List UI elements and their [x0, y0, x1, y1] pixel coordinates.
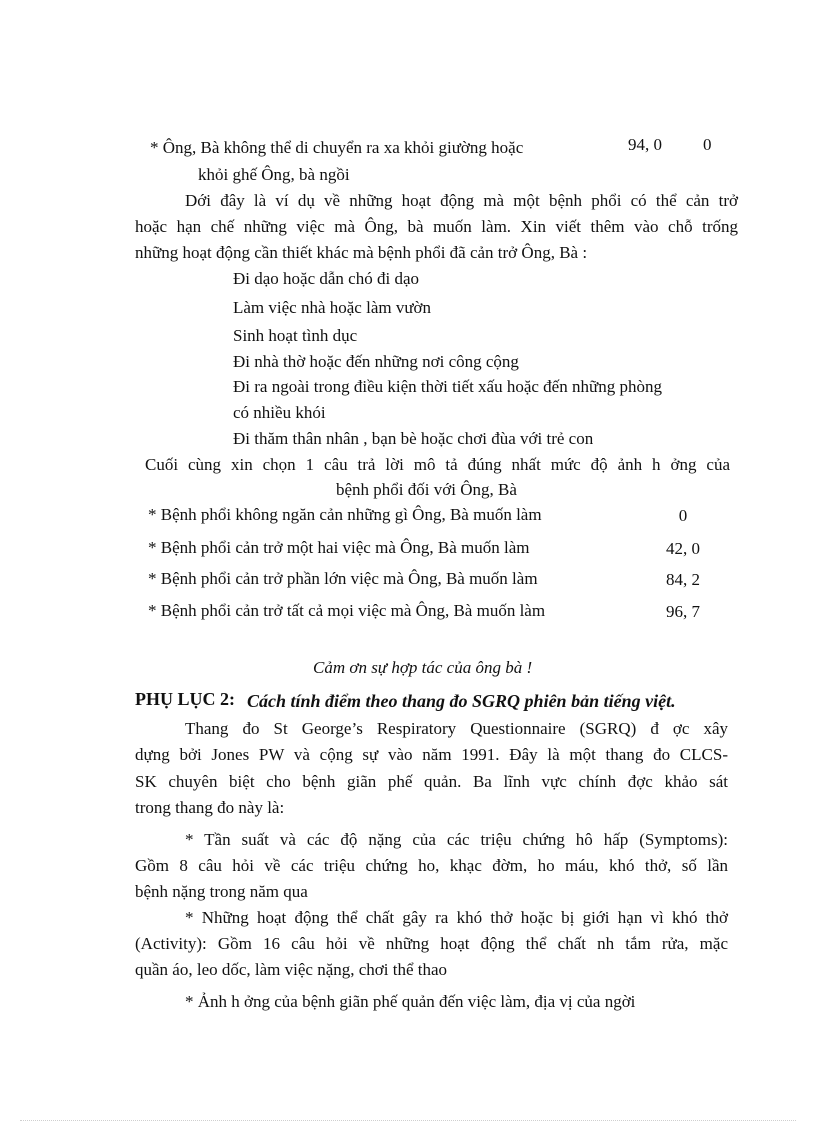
final-question-line-2: bệnh phổi đối với Ông, Bà: [336, 480, 517, 499]
activity-item: Sinh hoạt tình dục: [233, 326, 358, 345]
answer-label: * Bệnh phổi cản trở tất cả mọi việc mà Ông, Bà muốn làm: [148, 601, 546, 620]
item-score-a: 94, 0: [628, 135, 662, 154]
answer-label: * Bệnh phổi cản trở một hai việc mà Ông, Bà muốn làm: [148, 538, 530, 557]
activity-item: Đi nhà thờ hoặc đến những nơi công cộng: [233, 352, 519, 371]
intro-line-3: những hoạt động cần thiết khác mà bệnh phổi đã cản trở Ông, Bà :: [135, 243, 588, 262]
answer-label: * Bệnh phổi cản trở phần lớn việc mà Ông, Bà muốn làm: [148, 569, 538, 588]
sgrq-line-4: trong thang đo này là:: [135, 798, 285, 817]
activity-item: Đi ra ngoài trong điều kiện thời tiết xấu hoặc đến những phòng: [233, 377, 662, 396]
activity-item: Làm việc nhà hoặc làm vườn: [233, 298, 432, 317]
intro-line-2: hoặc hạn chế những việc mà Ông, bà muốn làm. Xin viết thêm vào chỗ trống: [135, 217, 738, 236]
answer-score: 42, 0: [666, 539, 700, 558]
answer-score: 84, 2: [666, 570, 700, 589]
sgrq-line-1: Thang đo St George’s Respiratory Questionnaire (SGRQ) đ ợc xây: [185, 719, 728, 738]
answer-score: 96, 7: [666, 602, 700, 621]
answer-score: 0: [678, 506, 688, 525]
item-line-2: khỏi ghế Ông, bà ngồi: [198, 165, 350, 184]
symptoms-line-2: Gồm 8 câu hỏi về các triệu chứng ho, khạc đờm, ho máu, khó thở, số lần: [135, 856, 728, 875]
activity-line-3: quần áo, leo dốc, làm việc nặng, chơi thể thao: [135, 960, 448, 979]
activity-item: Đi dạo hoặc dẫn chó đi dạo: [233, 269, 419, 288]
answer-label: * Bệnh phổi không ngăn cản những gì Ông, Bà muốn làm: [148, 505, 542, 524]
appendix-label: PHỤ LỤC 2:: [135, 689, 235, 709]
final-question-line-1: Cuối cùng xin chọn 1 câu trả lời mô tả đúng nhất mức độ ảnh h ởng của: [145, 455, 730, 474]
activity-item: có nhiều khói: [233, 403, 326, 422]
symptoms-line-3: bệnh nặng trong năm qua: [135, 882, 308, 901]
sgrq-line-2: dựng bởi Jones PW và cộng sự vào năm 1991. Đây là một thang đo CLCS-: [135, 745, 728, 764]
item-score-b: 0: [703, 135, 712, 154]
appendix-title: Cách tính điểm theo thang đo SGRQ phiên bản tiếng việt.: [247, 691, 676, 711]
sgrq-line-3: SK chuyên biệt cho bệnh giãn phế quản. Ba lĩnh vực chính đợc khảo sát: [135, 772, 728, 791]
activity-item: Đi thăm thân nhân , bạn bè hoặc chơi đùa với trẻ con: [233, 429, 594, 448]
impact-line-1: * Ảnh h ởng của bệnh giãn phế quản đến việc làm, địa vị của ngời: [185, 992, 636, 1011]
intro-line-1: Dới đây là ví dụ về những hoạt động mà một bệnh phổi có thể cản trở: [185, 191, 738, 210]
activity-line-1: * Những hoạt động thể chất gây ra khó thở hoặc bị giới hạn vì khó thở: [185, 908, 728, 927]
footer-divider: [20, 1120, 796, 1121]
item-line-1: * Ông, Bà không thể di chuyển ra xa khỏi giường hoặc: [150, 138, 524, 157]
symptoms-line-1: * Tần suất và các độ nặng của các triệu chứng hô hấp (Symptoms):: [185, 830, 728, 849]
activity-line-2: (Activity): Gồm 16 câu hỏi về những hoạt động thể chất nh tắm rửa, mặc: [135, 934, 728, 953]
thanks-note: Cảm ơn sự hợp tác của ông bà !: [313, 658, 533, 677]
